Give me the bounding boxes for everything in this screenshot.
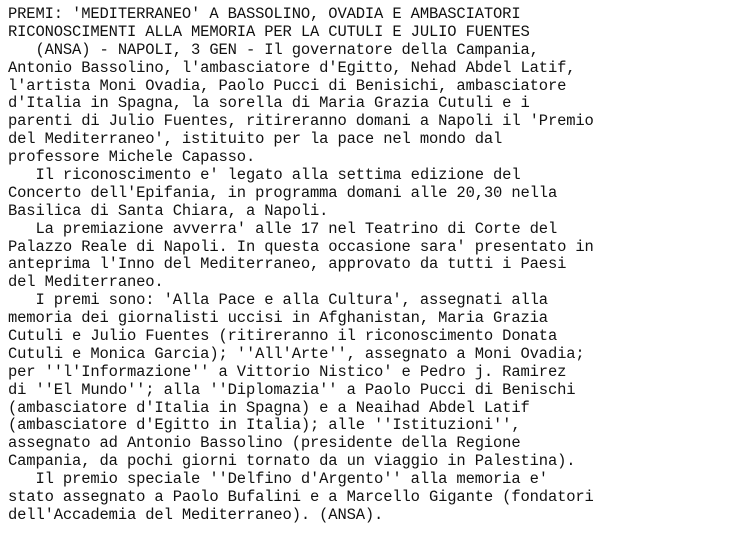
headline-line: PREMI: 'MEDITERRANEO' A BASSOLINO, OVADIA E AMBASCIATORI [8,5,521,23]
body-line: assegnato ad Antonio Bassolino (presidente della Regione [8,434,521,453]
body-line: dell'Accademia del Mediterraneo). (ANSA). [8,505,384,524]
paragraph-ceremony [8,221,746,293]
body-line: Basilica di Santa Chiara, a Napoli. [8,201,329,220]
body-line: (ambasciatore d'Italia in Spagna) e a Neaihad Abdel Latif [8,398,530,417]
body-line: Concerto dell'Epifania, in programma domani alle 20,30 nella [8,183,558,202]
body-line: per ''l'Informazione'' a Vittorio Nistico' e Pedro j. Ramirez [8,362,567,381]
paragraph-special-prize [8,471,746,525]
headline [8,6,746,42]
body-line: Il riconoscimento e' legato alla settima edizione del [8,166,521,185]
body-line: (ambasciatore d'Egitto in Italia); alle ''Istituzioni'', [8,416,521,435]
body-line: Campania, da pochi giorni tornato da un viaggio in Palestina). [8,452,576,471]
body-line: d'Italia in Spagna, la sorella di Maria Grazia Cutuli e i [8,94,530,113]
paragraph-lead [8,42,746,167]
body-line: I premi sono: 'Alla Pace e alla Cultura', assegnati alla [8,291,548,310]
body-line: Cutuli e Monica Garcia); ''All'Arte'', assegnato a Moni Ovadia; [8,344,585,363]
body-line: professore Michele Capasso. [8,148,256,167]
paragraph-concert [8,167,746,221]
body-line: di ''El Mundo''; alla ''Diplomazia'' a Paolo Pucci di Benischi [8,380,576,399]
body-line: Palazzo Reale di Napoli. In questa occasione sara' presentato in [8,237,594,256]
body-line: del Mediterraneo', istituito per la pace nel mondo dal [8,130,503,149]
body-line: Il premio speciale ''Delfino d'Argento'' alla memoria e' [8,470,548,489]
body-line: La premiazione avverra' alle 17 nel Teatrino di Corte del [8,219,558,238]
headline-line: RICONOSCIMENTI ALLA MEMORIA PER LA CUTULI E JULIO FUENTES [8,22,530,41]
body-line: (ANSA) - NAPOLI, 3 GEN - Il governatore della Campania, [8,40,539,59]
body-line: Cutuli e Julio Fuentes (ritireranno il riconoscimento Donata [8,327,558,346]
news-article [8,6,746,525]
body-line: memoria dei giornalisti uccisi in Afghanistan, Maria Grazia [8,309,548,328]
body-line: stato assegnato a Paolo Bufalini e a Marcello Gigante (fondatori [8,488,594,507]
body-line: l'artista Moni Ovadia, Paolo Pucci di Benisichi, ambasciatore [8,76,567,95]
body-line: Antonio Bassolino, l'ambasciatore d'Egitto, Nehad Abdel Latif, [8,58,576,77]
body-line: del Mediterraneo. [8,273,164,292]
paragraph-prizes [8,292,746,471]
body-line: anteprima l'Inno del Mediterraneo, approvato da tutti i Paesi [8,255,567,274]
body-line: parenti di Julio Fuentes, ritireranno domani a Napoli il 'Premio [8,112,594,131]
